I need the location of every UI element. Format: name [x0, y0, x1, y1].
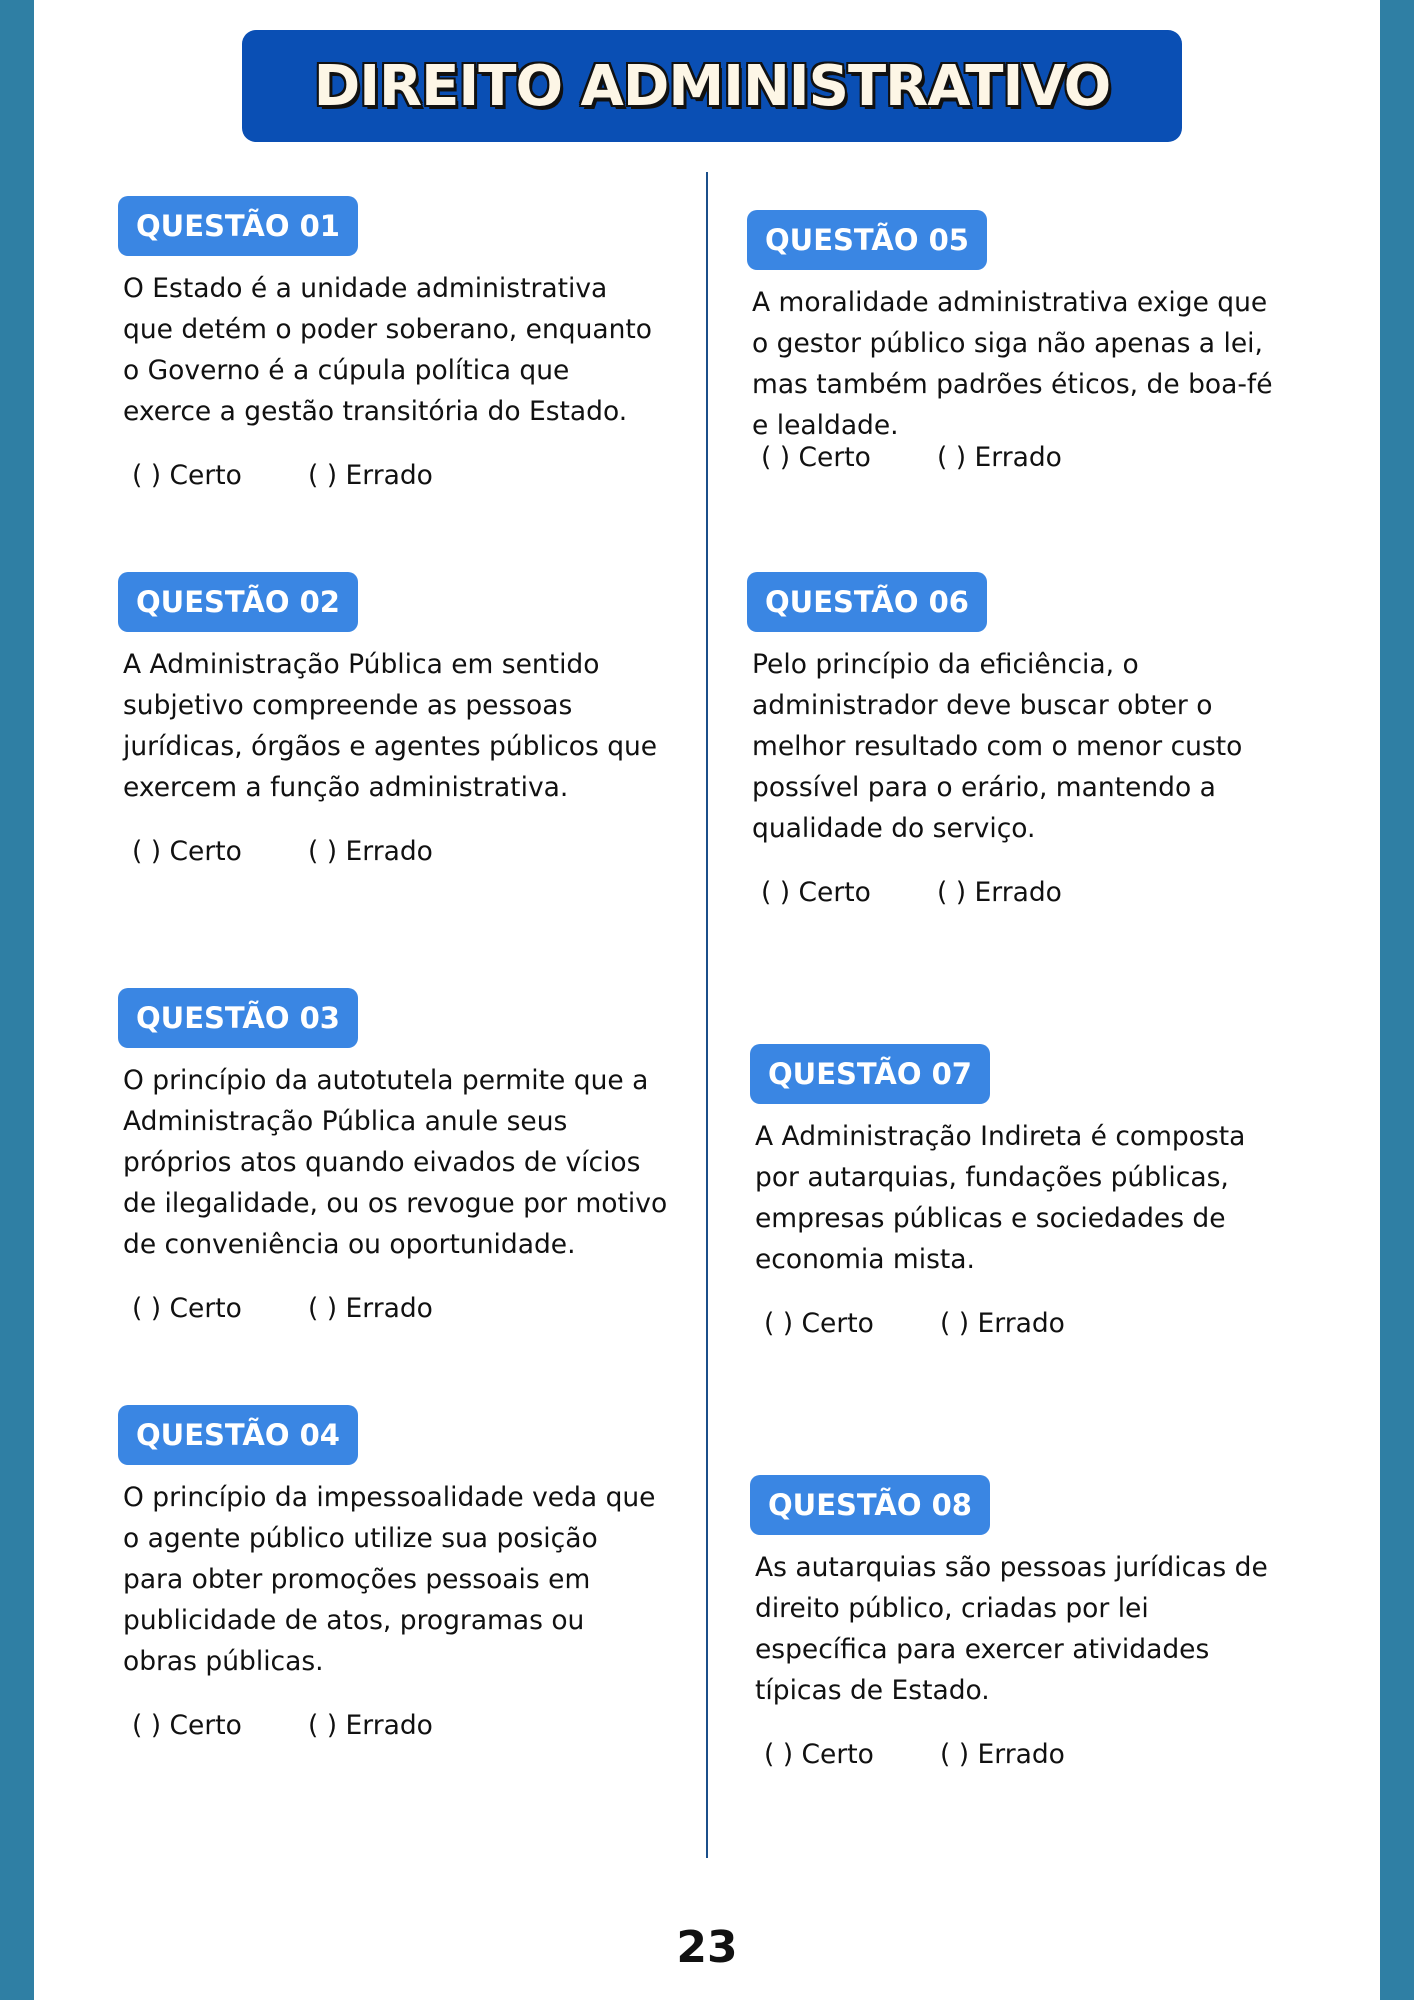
question-06-option-errado[interactable]: ( ) Errado — [937, 877, 1062, 908]
question-01 — [118, 196, 678, 491]
column-divider — [706, 172, 708, 1858]
question-03-option-certo[interactable]: ( ) Certo — [132, 1293, 242, 1324]
title-banner — [242, 30, 1182, 142]
question-02 — [118, 572, 678, 867]
page-title: DIREITO ADMINISTRATIVO — [313, 53, 1111, 119]
question-06-option-certo[interactable]: ( ) Certo — [761, 877, 871, 908]
question-07-option-errado[interactable]: ( ) Errado — [940, 1308, 1065, 1339]
question-07-option-certo[interactable]: ( ) Certo — [764, 1308, 874, 1339]
question-04-option-errado[interactable]: ( ) Errado — [308, 1710, 433, 1741]
question-01-option-certo[interactable]: ( ) Certo — [132, 460, 242, 491]
question-08-text: As autarquias são pessoas jurídicas de direito público, criadas por lei específica para exercer atividades típicas de Estado. — [755, 1552, 1268, 1706]
question-01-badge: QUESTÃO 01 — [118, 196, 358, 256]
question-02-answers — [118, 836, 678, 867]
question-05-text: A moralidade administrativa exige que o gestor público siga não apenas a lei, mas também padrões éticos, de boa-fé e lealdade. — [752, 287, 1273, 441]
question-06-text: Pelo princípio da eficiência, o administrador deve buscar obter o melhor resultado com o menor custo possível para o erário, mantendo a qualidade do serviço. — [752, 649, 1243, 844]
question-08-option-errado[interactable]: ( ) Errado — [940, 1739, 1065, 1770]
question-02-option-certo[interactable]: ( ) Certo — [132, 836, 242, 867]
question-05 — [747, 210, 1307, 473]
question-02-option-errado[interactable]: ( ) Errado — [308, 836, 433, 867]
question-02-text: A Administração Pública em sentido subjetivo compreende as pessoas jurídicas, órgãos e agentes públicos que exercem a função administrativa. — [123, 649, 658, 803]
question-03-answers — [118, 1293, 678, 1324]
question-04-badge: QUESTÃO 04 — [118, 1405, 358, 1465]
question-03-text: O princípio da autotutela permite que a Administração Pública anule seus próprios atos quando eivados de vícios de ilegalidade, ou os revogue por motivo de conveniência ou oportunidade. — [123, 1065, 668, 1260]
question-08 — [750, 1475, 1310, 1770]
question-06-answers — [747, 877, 1307, 908]
question-08-answers — [750, 1739, 1310, 1770]
question-02-badge: QUESTÃO 02 — [118, 572, 358, 632]
question-06-badge: QUESTÃO 06 — [747, 572, 987, 632]
question-03-option-errado[interactable]: ( ) Errado — [308, 1293, 433, 1324]
question-01-answers — [118, 460, 678, 491]
question-03-badge: QUESTÃO 03 — [118, 988, 358, 1048]
question-01-option-errado[interactable]: ( ) Errado — [308, 460, 433, 491]
question-07-badge: QUESTÃO 07 — [750, 1044, 990, 1104]
question-04 — [118, 1405, 678, 1741]
question-04-answers — [118, 1710, 678, 1741]
question-01-text: O Estado é a unidade administrativa que detém o poder soberano, enquanto o Governo é a cúpula política que exerce a gestão transitória do Estado. — [123, 273, 653, 427]
question-08-badge: QUESTÃO 08 — [750, 1475, 990, 1535]
question-05-answers — [747, 442, 1307, 473]
question-07 — [750, 1044, 1310, 1339]
page-number: 23 — [676, 1922, 738, 1973]
question-05-option-errado[interactable]: ( ) Errado — [937, 442, 1062, 473]
question-03 — [118, 988, 678, 1324]
question-04-option-certo[interactable]: ( ) Certo — [132, 1710, 242, 1741]
question-07-answers — [750, 1308, 1310, 1339]
question-07-text: A Administração Indireta é composta por autarquias, fundações públicas, empresas públicas e sociedades de economia mista. — [755, 1121, 1246, 1275]
question-06 — [747, 572, 1307, 908]
question-04-text: O princípio da impessoalidade veda que o agente público utilize sua posição para obter promoções pessoais em publicidade de atos, programas ou obras públicas. — [123, 1482, 656, 1677]
question-05-badge: QUESTÃO 05 — [747, 210, 987, 270]
question-05-option-certo[interactable]: ( ) Certo — [761, 442, 871, 473]
question-08-option-certo[interactable]: ( ) Certo — [764, 1739, 874, 1770]
